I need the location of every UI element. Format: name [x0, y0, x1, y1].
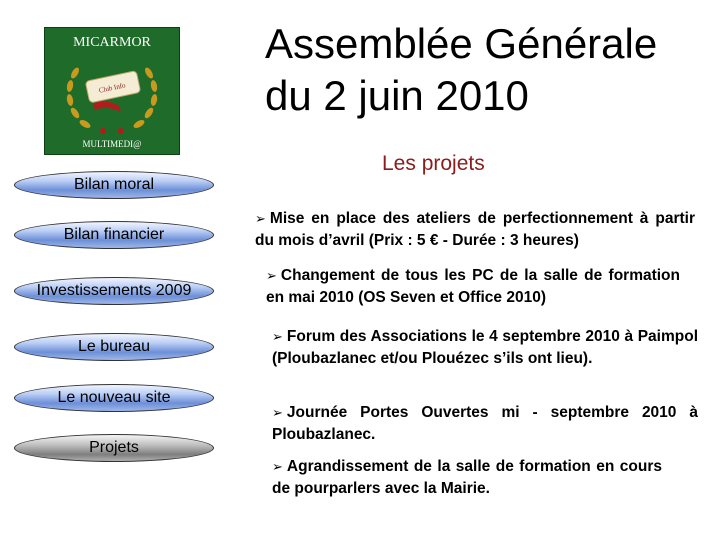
bullet-item — [272, 456, 662, 499]
nav-label: Bilan moral — [73, 176, 155, 193]
arrow-right-icon: ➢ — [266, 269, 277, 284]
nav-label: Investissements 2009 — [36, 282, 192, 299]
logo-footer-text: MULTIMEDI@ — [82, 139, 142, 149]
scroll-icon — [85, 71, 140, 112]
arrow-right-icon: ➢ — [272, 460, 283, 475]
nav-button-investissements-2009[interactable] — [14, 277, 214, 305]
nav-button-bilan-financier[interactable] — [14, 221, 214, 249]
bullet-item — [272, 326, 698, 369]
nav-button-le-bureau[interactable] — [14, 333, 214, 361]
nav-button-bilan-moral[interactable] — [14, 171, 214, 199]
page-title — [265, 18, 657, 122]
logo-brand-text: MICARMOR — [73, 35, 151, 50]
bullet-item — [255, 208, 695, 251]
title-line-1: Assemblée Générale — [265, 20, 658, 67]
section-title: Les projets — [382, 152, 485, 175]
nav-button-le-nouveau-site[interactable] — [14, 384, 214, 412]
logo-ribbon-text: Club Info — [98, 81, 127, 95]
bullet-item — [266, 265, 680, 308]
nav-label: Le nouveau site — [57, 389, 171, 406]
nav-label: Bilan financier — [63, 226, 165, 243]
bullet-text: Agrandissement de la salle de formation en cours de pourparlers avec la Mairie. — [272, 458, 662, 497]
nav-label: Projets — [89, 439, 139, 456]
bullet-text: Journée Portes Ouvertes mi - septembre 2010 à Ploubazlanec. — [272, 404, 698, 443]
title-line-2: du 2 juin 2010 — [265, 72, 529, 119]
arrow-right-icon: ➢ — [272, 406, 283, 421]
arrow-right-icon: ➢ — [255, 212, 266, 227]
bullet-text: Forum des Associations le 4 septembre 2010 à Paimpol (Ploubazlanec et/ou Plouézec s’ils ont lieu). — [272, 328, 698, 367]
bullet-text: Mise en place des ateliers de perfectionnement à partir du mois d’avril (Prix : 5 € - Durée : 3 heures) — [255, 210, 695, 249]
arrow-right-icon: ➢ — [272, 330, 283, 345]
nav-label: Le bureau — [77, 338, 151, 355]
bullet-text: Changement de tous les PC de la salle de formation en mai 2010 (OS Seven et Office 2010) — [266, 267, 680, 306]
bullet-item — [272, 402, 698, 445]
micarmor-logo — [44, 27, 180, 155]
nav-button-projets[interactable] — [14, 434, 214, 462]
